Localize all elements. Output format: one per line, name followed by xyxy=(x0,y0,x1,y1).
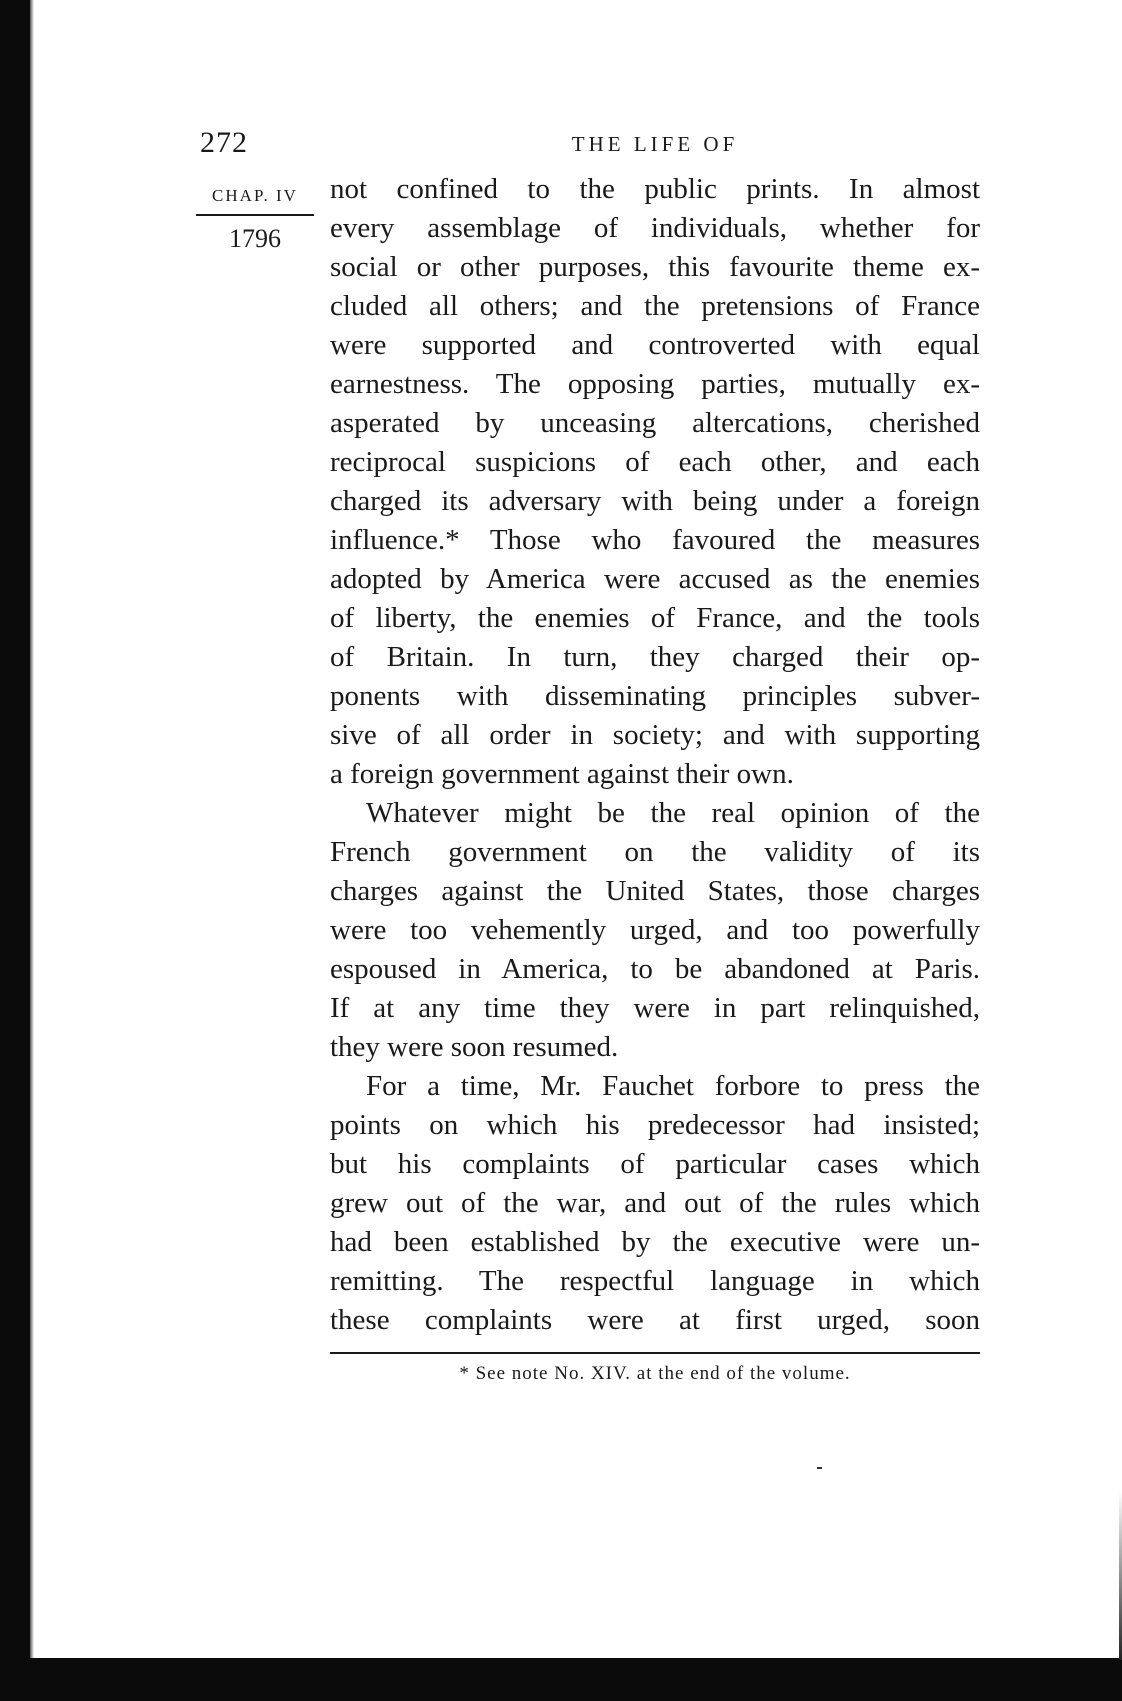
running-title: THE LIFE OF xyxy=(571,132,739,156)
text-line: of Britain. In turn, they charged their op- xyxy=(330,641,980,673)
text-line: but his complaints of particular cases which xyxy=(330,1148,980,1180)
text-line: ponents with disseminating principles subver- xyxy=(330,680,980,712)
text-line: every assemblage of individuals, whether for xyxy=(330,212,980,244)
scan-edge-left xyxy=(0,0,30,1701)
text-line: social or other purposes, this favourite theme ex- xyxy=(330,251,980,283)
text-line: grew out of the war, and out of the rules which xyxy=(330,1187,980,1219)
text-line: a foreign government against their own. xyxy=(330,758,794,790)
text-line: cluded all others; and the pretensions of France xyxy=(330,290,980,322)
text-line: charged its adversary with being under a foreign xyxy=(330,485,980,517)
text-line: not confined to the public prints. In almost xyxy=(330,173,980,205)
text-line: asperated by unceasing altercations, cherished xyxy=(330,407,980,439)
scan-edge-bottom xyxy=(0,1658,1122,1701)
text-line: Whatever might be the real opinion of the xyxy=(366,797,980,829)
page-number: 272 xyxy=(200,126,248,159)
text-line: of liberty, the enemies of France, and the tools xyxy=(330,602,980,634)
body-text xyxy=(330,170,980,1340)
text-line: they were soon resumed. xyxy=(330,1031,619,1063)
footnote: * See note No. XIV. at the end of the volume. xyxy=(459,1363,851,1384)
footnote-divider xyxy=(330,1352,980,1354)
text-line: adopted by America were accused as the enemies xyxy=(330,563,980,595)
text-line: points on which his predecessor had insisted; xyxy=(330,1109,980,1141)
text-line: charges against the United States, those charges xyxy=(330,875,980,907)
text-line: these complaints were at first urged, soon xyxy=(330,1304,980,1336)
text-line: influence.* Those who favoured the measures xyxy=(330,524,980,556)
text-line: were too vehemently urged, and too powerfully xyxy=(330,914,980,946)
scan-speck xyxy=(817,1467,822,1469)
text-line: earnestness. The opposing parties, mutually ex- xyxy=(330,368,980,400)
scan-edge-left-shade xyxy=(30,0,34,1701)
text-line: had been established by the executive were un- xyxy=(330,1226,980,1258)
text-line: reciprocal suspicions of each other, and each xyxy=(330,446,980,478)
text-line: French government on the validity of its xyxy=(330,836,980,868)
text-line: If at any time they were in part relinquished, xyxy=(330,992,980,1024)
sidenote-year: 1796 xyxy=(229,224,281,253)
text-line: remitting. The respectful language in which xyxy=(330,1265,980,1297)
text-line: sive of all order in society; and with supporting xyxy=(330,719,980,751)
text-line: espoused in America, to be abandoned at Paris. xyxy=(330,953,980,985)
sidenote-chapter: CHAP. IV xyxy=(196,186,314,216)
text-line: were supported and controverted with equal xyxy=(330,329,980,361)
text-line: For a time, Mr. Fauchet forbore to press the xyxy=(366,1070,980,1102)
